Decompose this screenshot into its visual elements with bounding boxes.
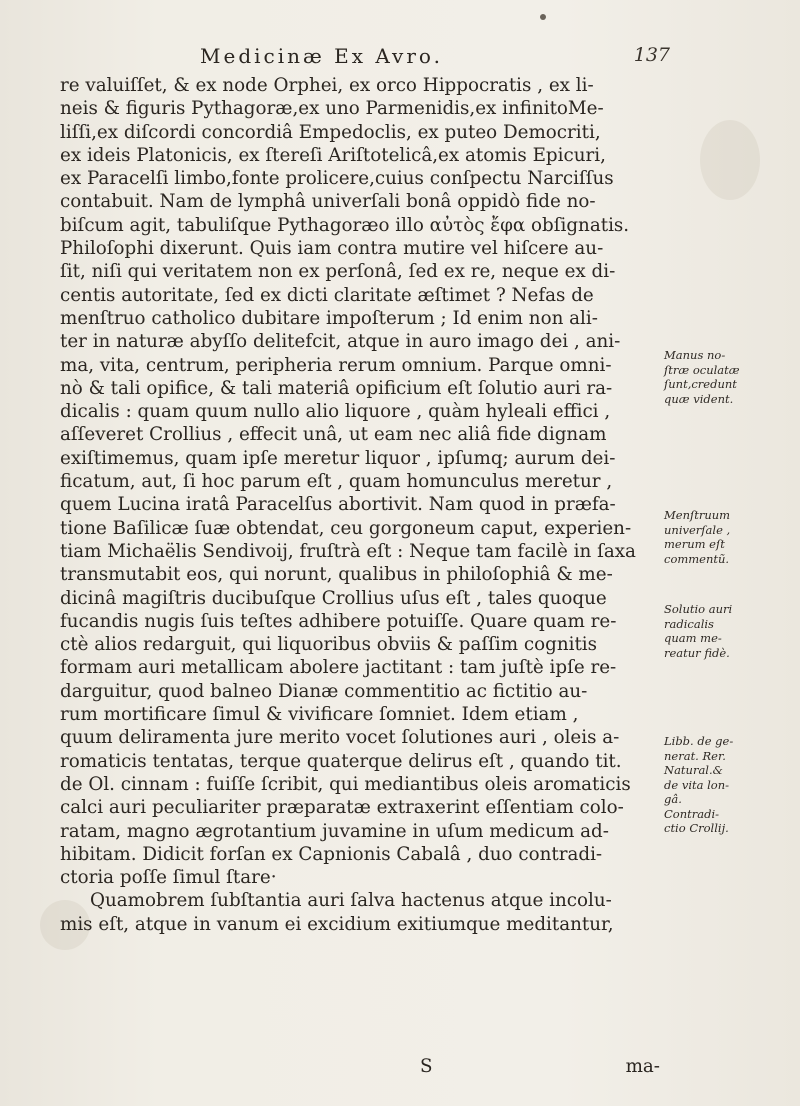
margin-note-line: Natural.&: [664, 763, 723, 777]
margin-note-line: radicalis: [664, 616, 714, 631]
text-line: fucandis nugis ſuis teſtes adhibere potuiſſe. Quare quam re-: [60, 610, 617, 632]
margin-note-line: Libb. de ge-: [664, 734, 734, 748]
margin-note-line: Contradi-: [664, 806, 720, 821]
text-line: ctè alios redarguit, qui liquoribus obviis & paſſim cognitis: [60, 634, 598, 656]
text-line: ſit, niſi qui veritatem non ex perſonâ, ſed ex re, neque ex di-: [60, 261, 616, 283]
text-line: tiam Michaëlis Sendivoij, fruſtrà eſt : Neque tam facilè in ſaxa: [60, 540, 636, 562]
paper-stain: [700, 120, 760, 200]
text-line: liſſi,ex diſcordi concordiâ Empedoclis, ex puteo Democriti,: [60, 121, 601, 143]
text-line: Philoſophi dixerunt. Quis iam contra mutire vel hiſcere au-: [60, 238, 604, 260]
margin-note-line: ſunt,credunt: [664, 377, 737, 391]
text-line: dicalis : quam quum nullo alio liquore , quàm hyleali effici ,: [60, 401, 611, 423]
margin-note-line: ſtræ oculatæ: [664, 362, 740, 377]
margin-note: [664, 734, 784, 836]
text-line: quem Lucina iratâ Paracelſus abortivit. Nam quod in præfa-: [60, 494, 616, 516]
text-line: rum mortificare ſimul & vivificare ſomniet. Idem etiam ,: [60, 704, 579, 726]
text-line: ter in naturæ abyſſo delitefcit, atque in auro imago dei , ani-: [60, 331, 621, 353]
text-line: biſcum agit, tabuliſque Pythagoræo illo αὐτὸς ἔφα obſignatis.: [60, 214, 630, 236]
text-line: darguitur, quod balneo Dianæ commentitio ac fictitio au-: [60, 680, 588, 702]
margin-note-line: Menſtruum: [664, 508, 731, 522]
running-header: [60, 40, 670, 70]
margin-note-line: gâ.: [664, 792, 682, 806]
margin-note-line: quam me-: [664, 631, 722, 645]
text-line: aſſeveret Crollius , effecit unâ, ut eam nec aliâ fide dignam: [60, 424, 607, 446]
text-line: ex Paracelſi limbo,fonte prolicere,cuius conſpectu Narciſſus: [60, 168, 614, 190]
margin-note-line: Manus no-: [664, 348, 726, 362]
text-line: ratam, magno ægrotantium juvamine in uſum medicum ad-: [60, 820, 609, 842]
main-text-block: [60, 74, 660, 936]
margin-note: [664, 508, 784, 566]
catchword: ma-: [625, 1056, 660, 1077]
text-line: transmutabit eos, qui norunt, qualibus in philoſophiâ & me-: [60, 564, 613, 586]
text-line: exiſtimemus, quam ipſe meretur liquor , ipſumq; aurum dei-: [60, 447, 616, 469]
signature-mark: S: [420, 1056, 433, 1077]
text-line: calci auri peculiariter præparatæ extraxerint eſſentiam colo-: [60, 797, 624, 819]
text-line: ficatum, aut, ſi hoc parum eſt , quam homunculus meretur ,: [60, 471, 613, 493]
margin-note-line: nerat. Rer.: [664, 748, 726, 763]
text-line: re valuiſſet, & ex node Orphei, ex orco Hippocratis , ex li-: [60, 75, 594, 96]
text-line: Quamobrem ſubſtantia auri ſalva hactenus atque incolu-: [90, 890, 612, 912]
text-line: tione Baſilicæ ſuæ obtendat, ceu gorgoneum caput, experien-: [60, 517, 632, 539]
text-line: nò & tali opifice, & tali materiâ opificium eſt ſolutio auri ra-: [60, 377, 613, 399]
margin-note-line: merum eſt: [664, 537, 725, 551]
text-line: hibitam. Didicit forſan ex Capnionis Cabalâ , duo contradi-: [60, 843, 603, 865]
margin-note-line: commentũ.: [664, 551, 730, 566]
text-line: de Ol. cinnam : fuiſſe ſcribit, qui mediantibus oleis aromaticis: [60, 773, 631, 795]
margin-note-line: reatur fidè.: [664, 645, 730, 660]
text-line: ex ideis Platonicis, ex ſtereſi Ariſtotelicâ,ex atomis Epicuri,: [60, 144, 606, 166]
margin-note-line: de vita lon-: [664, 777, 730, 792]
text-line: ctoria poſſe ſimul ſtare·: [60, 867, 277, 889]
text-line: mis eſt, atque in vanum ei excidium exitiumque meditantur,: [60, 913, 614, 935]
text-line: formam auri metallicam abolere jactitant : tam juſtè ipſe re-: [60, 657, 617, 679]
text-line: menſtruo catholico dubitare impoſterum ; Id enim non ali-: [60, 307, 598, 329]
page-footer: [60, 1056, 660, 1082]
margin-note-line: quæ vident.: [664, 391, 734, 406]
text-line: neis & figuris Pythagoræ,ex uno Parmenidis,ex infinitoMe-: [60, 98, 604, 120]
text-line: contabuit. Nam de lymphâ univerſali bonâ oppidò fide no-: [60, 191, 596, 213]
text-line: dicinâ magiſtris ducibuſque Crollius uſus eſt , tales quoque: [60, 587, 607, 609]
margin-note: [664, 602, 784, 660]
text-line: ma, vita, centrum, peripheria rerum omnium. Parque omni-: [60, 354, 612, 376]
margin-note-line: ctio Crollij.: [664, 821, 729, 835]
text-line: romaticis tentatas, terque quaterque delirus eſt , quando tit.: [60, 750, 622, 772]
margin-note: [664, 348, 784, 406]
text-line: centis autoritate, ſed ex dicti claritate æſtimet ? Nefas de: [60, 284, 594, 306]
ink-dot-ornament: [540, 14, 546, 20]
running-title: Medicinæ Ex Avro.: [200, 44, 443, 68]
page-number: 137: [633, 44, 670, 66]
margin-note-line: Solutio auri: [664, 602, 733, 616]
margin-note-line: univerſale ,: [664, 522, 731, 537]
text-line: quum deliramenta jure merito vocet ſolutiones auri , oleis a-: [60, 727, 620, 749]
